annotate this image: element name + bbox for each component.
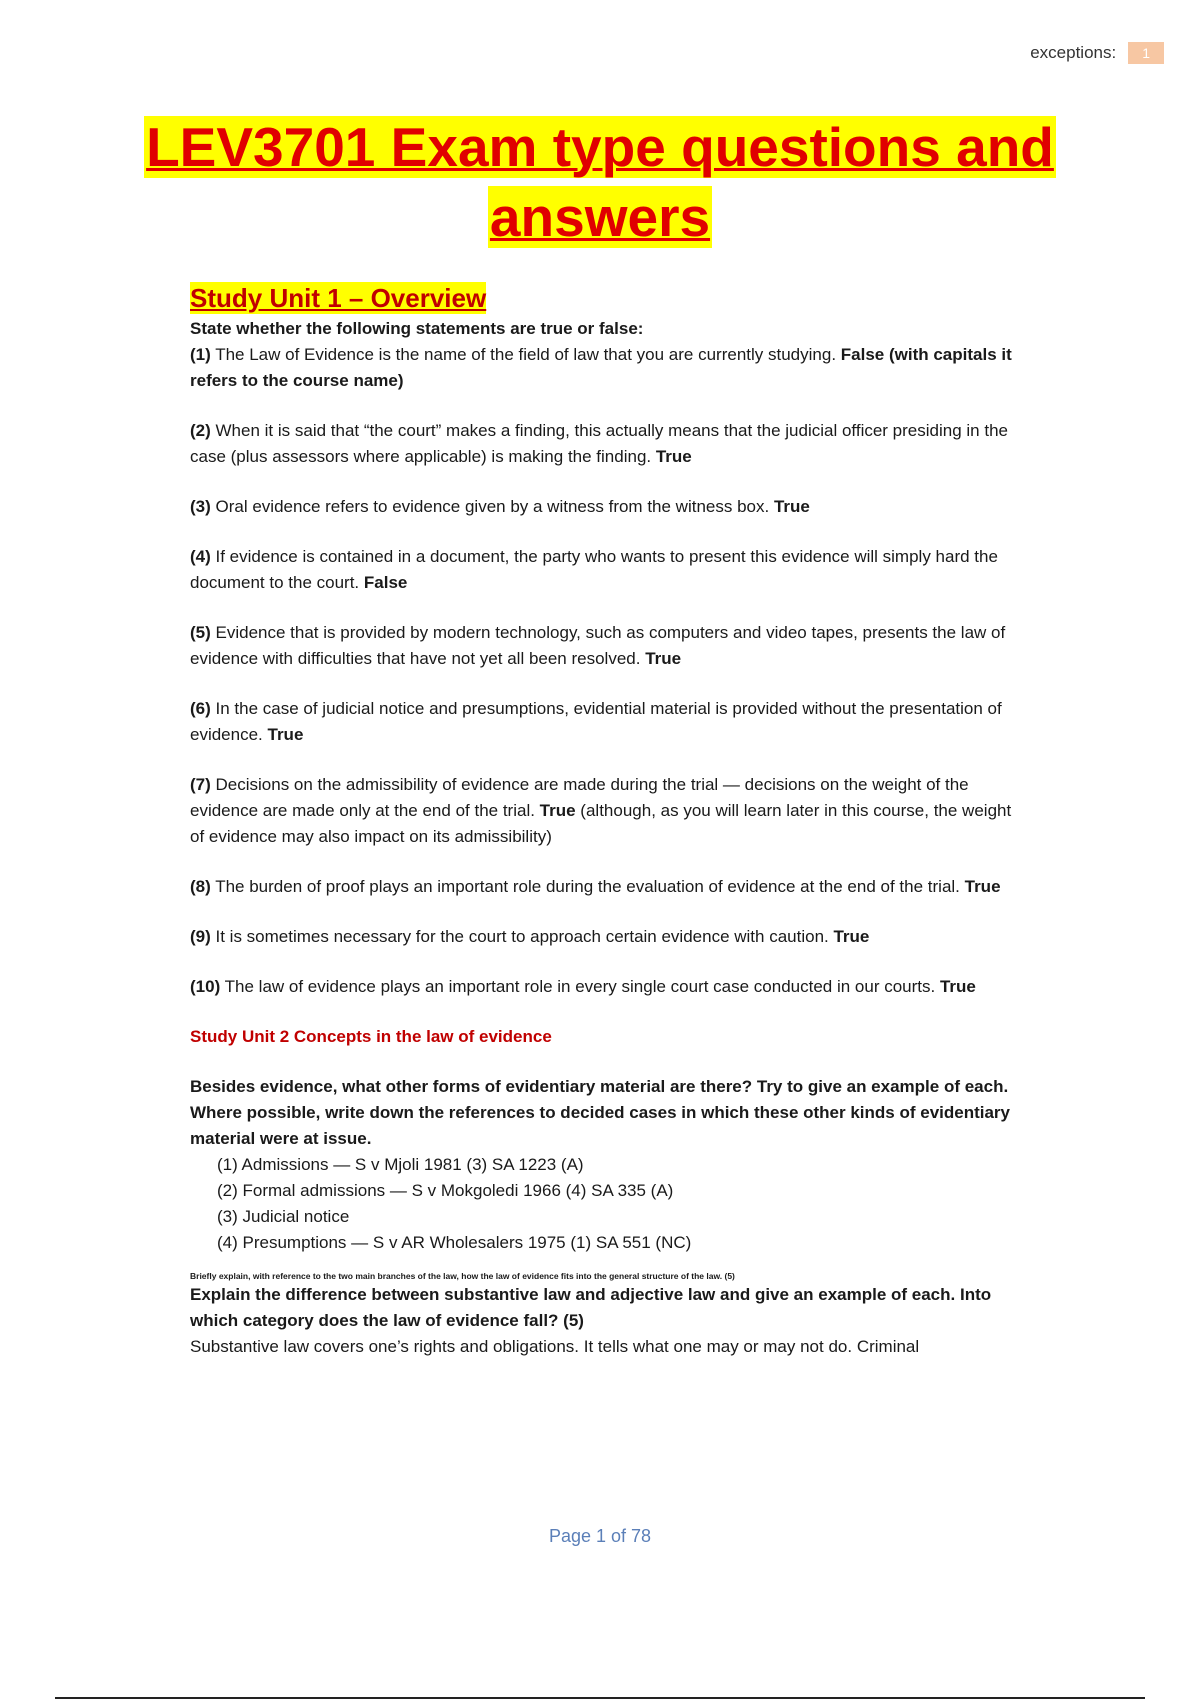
question-text: Evidence that is provided by modern technology, such as computers and video tapes, presents the law of evidence with difficulties that have not yet all been resolved. xyxy=(190,623,1006,668)
answer-text: True xyxy=(964,877,1001,896)
question-number: (6) xyxy=(190,699,211,718)
question-item xyxy=(190,342,1030,394)
question-item xyxy=(190,494,1030,520)
answer-text: True xyxy=(833,927,870,946)
unit1-question-list xyxy=(190,342,1030,1000)
answer-text: False (with capitals it refers to the course name) xyxy=(190,345,1012,390)
question-number: (4) xyxy=(190,547,211,566)
question-number: (3) xyxy=(190,497,211,516)
document-title-line-2: answers xyxy=(489,186,711,248)
document-title-line-1: LEV3701 Exam type questions and xyxy=(146,116,1054,178)
question-item xyxy=(190,544,1030,596)
unit2-answer-2: Substantive law covers one’s rights and obligations. It tells what one may or may not do. Criminal xyxy=(190,1337,920,1356)
question-item xyxy=(190,620,1030,672)
question-text: The law of evidence plays an important role in every single court case conducted in our courts. xyxy=(220,977,940,996)
list-item: (3) Judicial notice xyxy=(217,1207,350,1226)
question-item xyxy=(190,772,1030,850)
question-text: In the case of judicial notice and presumptions, evidential material is provided without the presentation of evidence. xyxy=(190,699,1002,744)
unit1-instruction: State whether the following statements are true or false: xyxy=(190,319,644,338)
evidentiary-material-list xyxy=(190,1152,1030,1256)
bottom-divider xyxy=(55,1697,1145,1699)
question-number: (2) xyxy=(190,421,211,440)
answer-text: True xyxy=(655,447,692,466)
question-text: When it is said that “the court” makes a finding, this actually means that the judicial officer presiding in the case (plus assessors where applicable) is making the finding. xyxy=(190,421,1008,466)
answer-text: False xyxy=(363,573,408,592)
answer-text: True xyxy=(773,497,810,516)
answer-text: True xyxy=(645,649,682,668)
question-text: The Law of Evidence is the name of the field of law that you are currently studying. xyxy=(210,345,841,364)
document-body xyxy=(190,282,1030,1360)
unit2-question: Besides evidence, what other forms of evidentiary material are there? Try to give an example of each. Where possible, write down the references to decided cases in which these other kinds of evidentiary material were at issue. xyxy=(190,1077,1011,1148)
answer-text: True xyxy=(539,801,576,820)
answer-note: (although, as you will learn later in this course, the weight of evidence may also impact on its admissibility) xyxy=(190,801,1012,846)
answer-text: True xyxy=(267,725,304,744)
question-number: (5) xyxy=(190,623,211,642)
question-text: It is sometimes necessary for the court to approach certain evidence with caution. xyxy=(210,927,834,946)
question-text: Oral evidence refers to evidence given by a witness from the witness box. xyxy=(210,497,774,516)
question-item xyxy=(190,696,1030,748)
question-item xyxy=(190,874,1030,900)
question-number: (9) xyxy=(190,927,211,946)
exceptions-label: exceptions: xyxy=(1030,43,1117,62)
unit2-heading: Study Unit 2 Concepts in the law of evidence xyxy=(190,1027,552,1046)
question-number: (8) xyxy=(190,877,211,896)
question-item xyxy=(190,974,1030,1000)
question-number: (7) xyxy=(190,775,211,794)
exceptions-indicator xyxy=(1030,42,1164,64)
question-item xyxy=(190,924,1030,950)
small-question: Briefly explain, with reference to the two main branches of the law, how the law of evidence fits into the general structure of the law. (5) xyxy=(190,1271,735,1281)
unit1-heading: Study Unit 1 – Overview xyxy=(190,283,487,313)
page-number: Page 1 of 78 xyxy=(548,1526,652,1546)
question-item xyxy=(190,418,1030,470)
list-item: (4) Presumptions — S v AR Wholesalers 1975 (1) SA 551 (NC) xyxy=(217,1233,692,1252)
list-item: (2) Formal admissions — S v Mokgoledi 1966 (4) SA 335 (A) xyxy=(217,1181,674,1200)
question-text: If evidence is contained in a document, the party who wants to present this evidence will simply hard the document to the court. xyxy=(190,547,998,592)
question-text: The burden of proof plays an important role during the evaluation of evidence at the end of the trial. xyxy=(210,877,965,896)
list-item: (1) Admissions — S v Mjoli 1981 (3) SA 1223 (A) xyxy=(217,1155,584,1174)
answer-text: True xyxy=(939,977,976,996)
question-number: (10) xyxy=(190,977,221,996)
exceptions-count-badge: 1 xyxy=(1128,42,1164,64)
question-text: Decisions on the admissibility of evidence are made during the trial — decisions on the weight of the evidence are made only at the end of the trial. xyxy=(190,775,969,820)
unit2-question-2: Explain the difference between substantive law and adjective law and give an example of each. Into which category does the law of evidence fall? (5) xyxy=(190,1285,992,1330)
question-number: (1) xyxy=(190,345,211,364)
